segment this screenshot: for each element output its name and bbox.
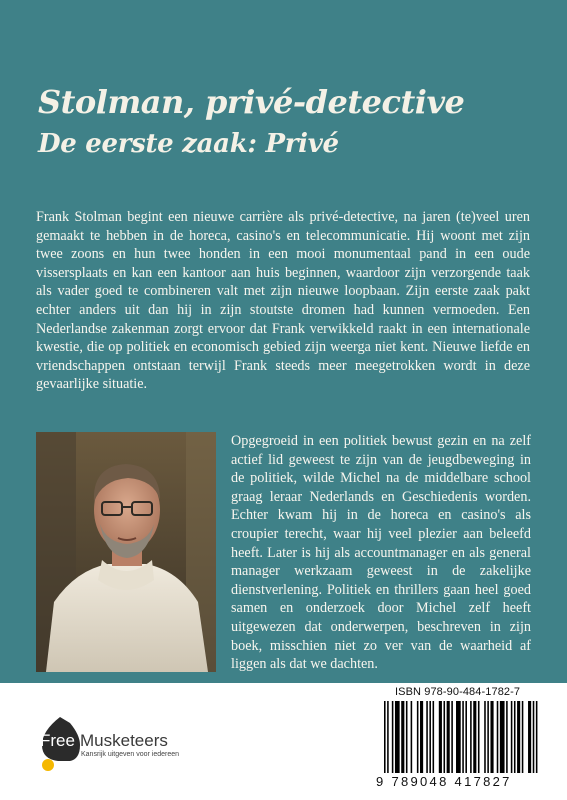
publisher-logo bbox=[36, 713, 216, 773]
publisher-tagline: Kansrijk uitgeven voor iedereen bbox=[81, 751, 180, 758]
barcode-icon bbox=[384, 701, 539, 773]
logo-free-text: Free bbox=[40, 731, 75, 750]
book-subtitle: De eerste zaak: Privé bbox=[38, 129, 339, 159]
barcode-digits: 9 789048 417827 bbox=[376, 774, 512, 789]
isbn-label: ISBN 978-90-484-1782-7 bbox=[395, 686, 521, 698]
logo-musketeers-text: Musketeers bbox=[80, 731, 168, 750]
author-photo-image bbox=[36, 432, 216, 672]
author-photo bbox=[36, 432, 216, 672]
author-bio: Opgegroeid in een politiek bewust gezin en na zelf actief lid geweest te zijn van de jeugdbeweging in de politiek, wilde Michel na de middelbare school graag leraar Nederlands en Geschiedenis worden. Echter kwam hij in de horeca en casino's als croupier terecht, waar hij veel plezier aan beleefd heeft. Later is hij als accountmanager en als general manager werkzaam geweest in de zakelijke dienstverlening. Politiek en thrillers gaan heel goed samen en onderzoek door Michel zelf heeft uitgewezen dat onderwerpen, beschreven in zijn boek, misschien niet zo ver van de waarheid af liggen als dat we dachten. bbox=[231, 433, 531, 673]
book-title: Stolman, privé-detective bbox=[38, 83, 465, 121]
back-cover-footer bbox=[0, 683, 567, 800]
book-blurb: Frank Stolman begint een nieuwe carrière als privé-detective, na jaren (te)veel uren gemaakt te hebben in de horeca, casino's en telecommunicatie. Hij woont met zijn twee zoons en hun twee honden in een mooi monumentaal pand in een oude vissersplaats en kan een kantoor aan huis beginnen, waardoor zijn verzorgende taak als vader goed te combineren valt met zijn nieuwe loopbaan. Zijn eerste zaak pakt echter anders uit dan hij in zijn stoutste dromen had kunnen vermoeden. Een Nederlandse zakenman zorgt ervoor dat Frank verwikkeld raakt in een internationale kwestie, die op politiek en economisch gebied zijn weerga niet kent. Nieuwe liefde en vriendschappen ontstaan terwijl Frank steeds meer meegetrokken wordt in deze gevaarlijke situatie. bbox=[36, 209, 530, 393]
